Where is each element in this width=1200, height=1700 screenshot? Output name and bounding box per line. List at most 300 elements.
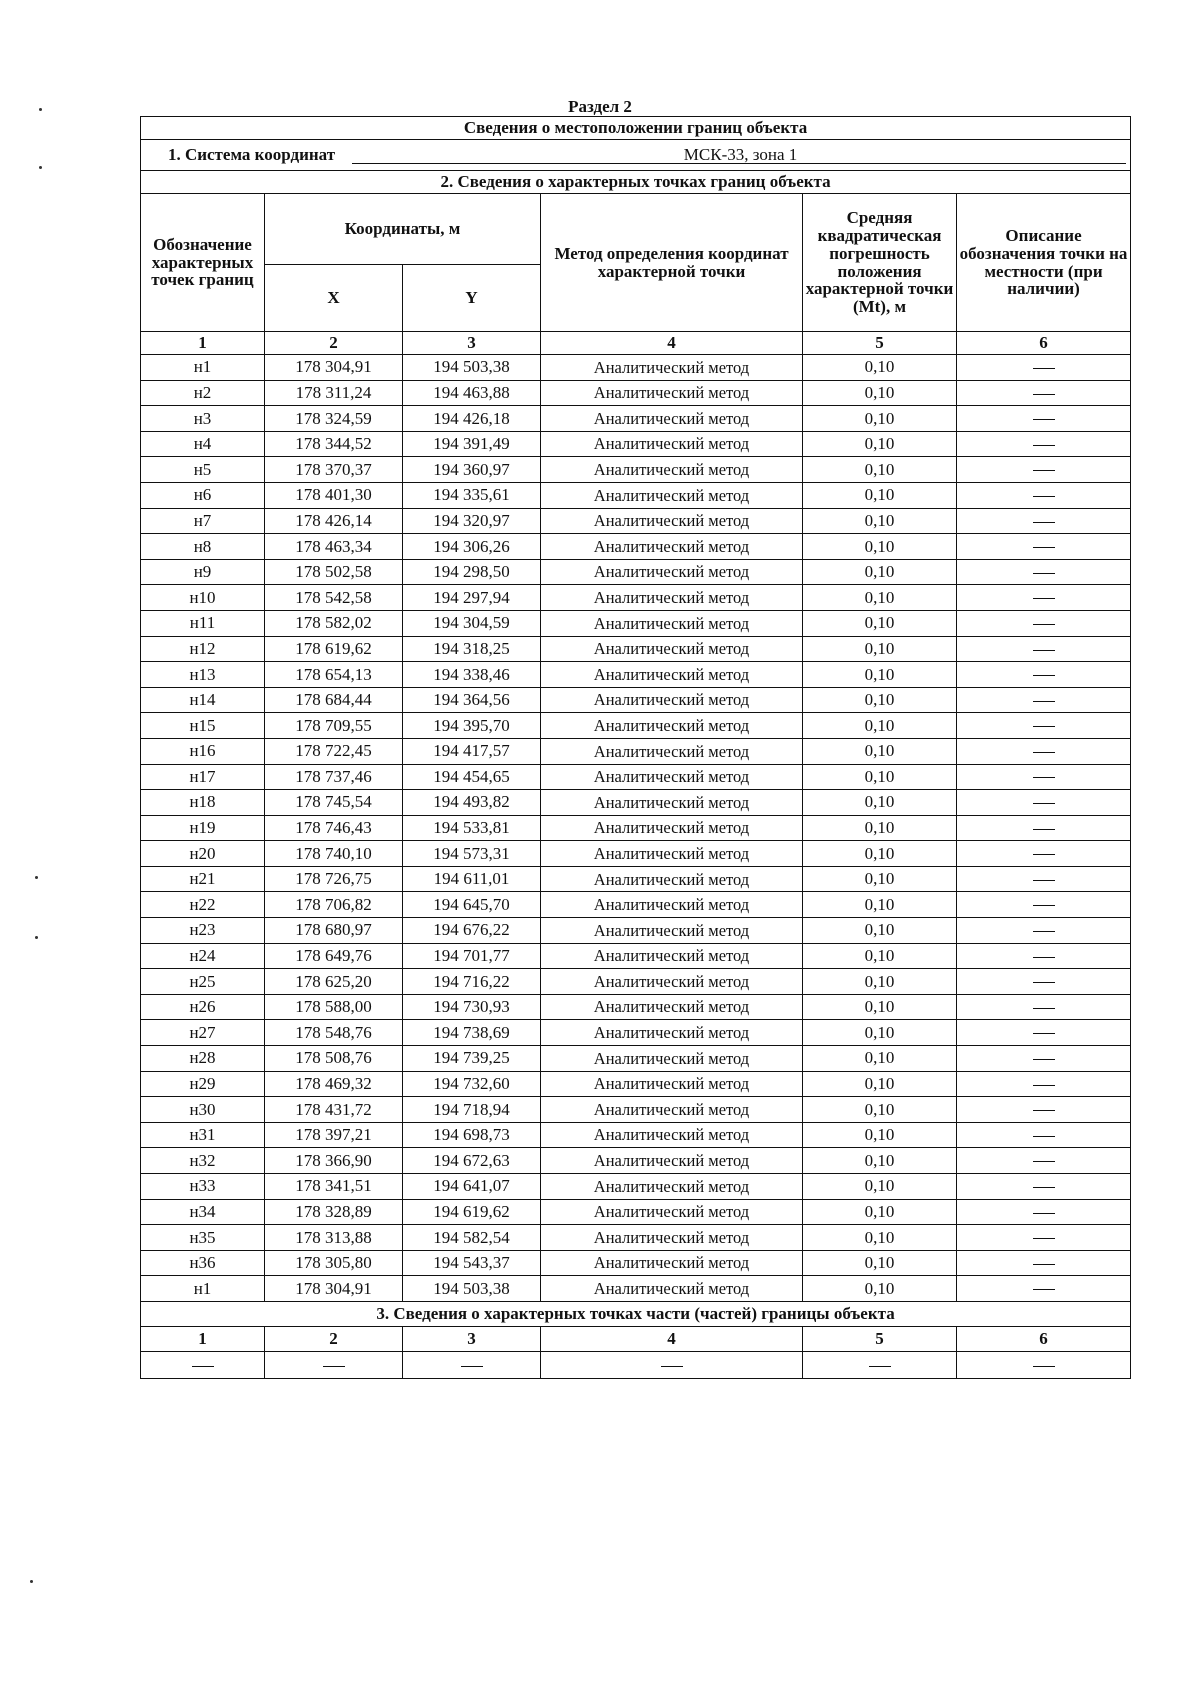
point-id: н3 [141, 406, 265, 432]
table-row [141, 918, 1131, 944]
dash [1033, 573, 1055, 574]
coord-x: 178 304,91 [265, 1276, 403, 1302]
method: Аналитический метод [541, 508, 803, 534]
point-id: н20 [141, 841, 265, 867]
table-row [141, 662, 1131, 688]
table-row [141, 406, 1131, 432]
dash [661, 1366, 683, 1367]
method: Аналитический метод [541, 1148, 803, 1174]
method: Аналитический метод [541, 815, 803, 841]
coord-x: 178 746,43 [265, 815, 403, 841]
description [957, 1148, 1131, 1174]
point-id: н2 [141, 380, 265, 406]
scan-speck [39, 166, 42, 169]
mt-value: 0,10 [803, 1199, 957, 1225]
coord-x: 178 397,21 [265, 1122, 403, 1148]
method: Аналитический метод [541, 866, 803, 892]
table-row [141, 1225, 1131, 1251]
description [957, 892, 1131, 918]
description [957, 534, 1131, 560]
coord-x: 178 726,75 [265, 866, 403, 892]
coord-y: 194 582,54 [403, 1225, 541, 1251]
description [957, 1071, 1131, 1097]
dash [1033, 650, 1055, 651]
mt-value: 0,10 [803, 713, 957, 739]
coord-x: 178 370,37 [265, 457, 403, 483]
table-title: Сведения о местоположении границ объекта [141, 117, 1131, 140]
method: Аналитический метод [541, 1046, 803, 1072]
coord-y: 194 732,60 [403, 1071, 541, 1097]
coord-x: 178 328,89 [265, 1199, 403, 1225]
table-row [141, 585, 1131, 611]
dash [1033, 394, 1055, 395]
mt-value: 0,10 [803, 585, 957, 611]
coord-x: 178 542,58 [265, 585, 403, 611]
coord-y: 194 701,77 [403, 943, 541, 969]
scan-speck [35, 876, 38, 879]
point-id: н13 [141, 662, 265, 688]
parts-cell [403, 1351, 541, 1378]
mt-value: 0,10 [803, 380, 957, 406]
mt-value: 0,10 [803, 355, 957, 381]
coord-y: 194 698,73 [403, 1122, 541, 1148]
description [957, 687, 1131, 713]
header-x: X [265, 265, 403, 332]
point-id: н10 [141, 585, 265, 611]
dash [1033, 726, 1055, 727]
description [957, 1250, 1131, 1276]
table-row [141, 1276, 1131, 1302]
method: Аналитический метод [541, 431, 803, 457]
method: Аналитический метод [541, 636, 803, 662]
table-row [141, 1199, 1131, 1225]
description [957, 662, 1131, 688]
dash [1033, 1366, 1055, 1367]
coord-y: 194 503,38 [403, 1276, 541, 1302]
dash [1033, 752, 1055, 753]
dash [1033, 1264, 1055, 1265]
column-number: 4 [541, 1326, 803, 1351]
method: Аналитический метод [541, 1199, 803, 1225]
mt-value: 0,10 [803, 841, 957, 867]
table-row [141, 1020, 1131, 1046]
description [957, 866, 1131, 892]
mt-value: 0,10 [803, 1020, 957, 1046]
point-id: н26 [141, 994, 265, 1020]
coord-x: 178 324,59 [265, 406, 403, 432]
coord-x: 178 582,02 [265, 610, 403, 636]
parts-cell [141, 1351, 265, 1378]
coord-y: 194 641,07 [403, 1174, 541, 1200]
description [957, 457, 1131, 483]
boundary-table [140, 116, 1131, 1379]
coord-y: 194 454,65 [403, 764, 541, 790]
column-number: 6 [957, 332, 1131, 355]
coord-y: 194 730,93 [403, 994, 541, 1020]
point-id: н5 [141, 457, 265, 483]
coord-x: 178 745,54 [265, 790, 403, 816]
description [957, 508, 1131, 534]
dash [1033, 777, 1055, 778]
coord-x: 178 654,13 [265, 662, 403, 688]
method: Аналитический метод [541, 1122, 803, 1148]
method: Аналитический метод [541, 1071, 803, 1097]
mt-value: 0,10 [803, 482, 957, 508]
table-row [141, 636, 1131, 662]
coord-x: 178 684,44 [265, 687, 403, 713]
coord-y: 194 676,22 [403, 918, 541, 944]
table-row [141, 559, 1131, 585]
dash [192, 1366, 214, 1367]
coord-x: 178 426,14 [265, 508, 403, 534]
description [957, 918, 1131, 944]
dash [1033, 905, 1055, 906]
mt-value: 0,10 [803, 738, 957, 764]
table-row [141, 738, 1131, 764]
coord-y: 194 573,31 [403, 841, 541, 867]
mt-value: 0,10 [803, 994, 957, 1020]
point-id: н19 [141, 815, 265, 841]
coord-y: 194 306,26 [403, 534, 541, 560]
coord-y: 194 320,97 [403, 508, 541, 534]
dash [1033, 701, 1055, 702]
coord-y: 194 533,81 [403, 815, 541, 841]
coord-y: 194 645,70 [403, 892, 541, 918]
method: Аналитический метод [541, 841, 803, 867]
table-row [141, 482, 1131, 508]
description [957, 1097, 1131, 1123]
mt-value: 0,10 [803, 1250, 957, 1276]
method: Аналитический метод [541, 994, 803, 1020]
table-row [141, 866, 1131, 892]
method: Аналитический метод [541, 1250, 803, 1276]
coord-x: 178 722,45 [265, 738, 403, 764]
table-row [141, 790, 1131, 816]
description [957, 406, 1131, 432]
mt-value: 0,10 [803, 559, 957, 585]
coord-y: 194 298,50 [403, 559, 541, 585]
header-error: Средняя квадратическая погрешность положения характерной точки (Mt), м [803, 194, 957, 332]
coord-y: 194 493,82 [403, 790, 541, 816]
mt-value: 0,10 [803, 508, 957, 534]
coord-y: 194 318,25 [403, 636, 541, 662]
table-row [141, 1122, 1131, 1148]
header-description: Описание обозначения точки на местности (при наличии) [957, 194, 1131, 332]
description [957, 431, 1131, 457]
dash [1033, 1289, 1055, 1290]
point-id: н28 [141, 1046, 265, 1072]
mt-value: 0,10 [803, 457, 957, 483]
point-id: н7 [141, 508, 265, 534]
description [957, 636, 1131, 662]
coord-x: 178 548,76 [265, 1020, 403, 1046]
coord-y: 194 417,57 [403, 738, 541, 764]
coord-y: 194 672,63 [403, 1148, 541, 1174]
coord-x: 178 706,82 [265, 892, 403, 918]
method: Аналитический метод [541, 943, 803, 969]
method: Аналитический метод [541, 1225, 803, 1251]
method: Аналитический метод [541, 713, 803, 739]
point-id: н9 [141, 559, 265, 585]
dash [1033, 1085, 1055, 1086]
dash [1033, 931, 1055, 932]
dash [1033, 982, 1055, 983]
coord-y: 194 716,22 [403, 969, 541, 995]
coord-y: 194 619,62 [403, 1199, 541, 1225]
coord-y: 194 543,37 [403, 1250, 541, 1276]
parts-row [141, 1351, 1131, 1378]
point-id: н8 [141, 534, 265, 560]
mt-value: 0,10 [803, 610, 957, 636]
dash [1033, 1059, 1055, 1060]
coord-system-row [141, 140, 1131, 171]
description [957, 1174, 1131, 1200]
dash [1033, 547, 1055, 548]
coord-y: 194 335,61 [403, 482, 541, 508]
description [957, 841, 1131, 867]
mt-value: 0,10 [803, 431, 957, 457]
point-id: н33 [141, 1174, 265, 1200]
table-row [141, 687, 1131, 713]
table-row [141, 457, 1131, 483]
coord-x: 178 344,52 [265, 431, 403, 457]
table-row [141, 969, 1131, 995]
dash [1033, 803, 1055, 804]
point-id: н4 [141, 431, 265, 457]
header-y: Y [403, 265, 541, 332]
point-id: н6 [141, 482, 265, 508]
dash [1033, 419, 1055, 420]
point-id: н16 [141, 738, 265, 764]
point-id: н11 [141, 610, 265, 636]
coord-x: 178 341,51 [265, 1174, 403, 1200]
dash [1033, 854, 1055, 855]
mt-value: 0,10 [803, 662, 957, 688]
mt-value: 0,10 [803, 943, 957, 969]
dash [1033, 1187, 1055, 1188]
table-row [141, 380, 1131, 406]
dash [869, 1366, 891, 1367]
point-id: н12 [141, 636, 265, 662]
mt-value: 0,10 [803, 534, 957, 560]
method: Аналитический метод [541, 1097, 803, 1123]
dash [1033, 1136, 1055, 1137]
dash [1033, 522, 1055, 523]
section-heading: Раздел 2 [568, 97, 632, 116]
point-id: н17 [141, 764, 265, 790]
mt-value: 0,10 [803, 636, 957, 662]
coord-y: 194 738,69 [403, 1020, 541, 1046]
point-id: н24 [141, 943, 265, 969]
dash [1033, 1213, 1055, 1214]
dash [1033, 496, 1055, 497]
coord-x: 178 619,62 [265, 636, 403, 662]
mt-value: 0,10 [803, 892, 957, 918]
point-id: н27 [141, 1020, 265, 1046]
method: Аналитический метод [541, 380, 803, 406]
column-numbers-row [141, 332, 1131, 355]
description [957, 1199, 1131, 1225]
dash [1033, 675, 1055, 676]
table-row [141, 610, 1131, 636]
table-row [141, 1046, 1131, 1072]
coord-y: 194 611,01 [403, 866, 541, 892]
header-method: Метод определения координат характерной точки [541, 194, 803, 332]
coord-x: 178 311,24 [265, 380, 403, 406]
dash [323, 1366, 345, 1367]
method: Аналитический метод [541, 585, 803, 611]
table-row [141, 815, 1131, 841]
point-id: н36 [141, 1250, 265, 1276]
coord-y: 194 395,70 [403, 713, 541, 739]
dash [1033, 957, 1055, 958]
method: Аналитический метод [541, 918, 803, 944]
coord-y: 194 503,38 [403, 355, 541, 381]
mt-value: 0,10 [803, 815, 957, 841]
dash [1033, 445, 1055, 446]
dash [461, 1366, 483, 1367]
scan-speck [30, 1580, 33, 1583]
description [957, 815, 1131, 841]
coord-x: 178 313,88 [265, 1225, 403, 1251]
description [957, 1020, 1131, 1046]
mt-value: 0,10 [803, 1122, 957, 1148]
point-id: н1 [141, 1276, 265, 1302]
method: Аналитический метод [541, 355, 803, 381]
dash [1033, 1161, 1055, 1162]
table-row [141, 355, 1131, 381]
description [957, 943, 1131, 969]
description [957, 790, 1131, 816]
method: Аналитический метод [541, 534, 803, 560]
method: Аналитический метод [541, 687, 803, 713]
column-number: 1 [141, 332, 265, 355]
mt-value: 0,10 [803, 1174, 957, 1200]
point-id: н29 [141, 1071, 265, 1097]
parts-cell [957, 1351, 1131, 1378]
description [957, 482, 1131, 508]
method: Аналитический метод [541, 969, 803, 995]
point-id: н15 [141, 713, 265, 739]
mt-value: 0,10 [803, 1148, 957, 1174]
dash [1033, 624, 1055, 625]
coord-y: 194 304,59 [403, 610, 541, 636]
method: Аналитический метод [541, 892, 803, 918]
method: Аналитический метод [541, 559, 803, 585]
coord-x: 178 737,46 [265, 764, 403, 790]
description [957, 738, 1131, 764]
description [957, 1276, 1131, 1302]
header-designation: Обозначение характерных точек границ [141, 194, 265, 332]
description [957, 764, 1131, 790]
point-id: н21 [141, 866, 265, 892]
coord-x: 178 304,91 [265, 355, 403, 381]
parts-column-numbers-row [141, 1326, 1131, 1351]
description [957, 380, 1131, 406]
mt-value: 0,10 [803, 918, 957, 944]
coord-x: 178 588,00 [265, 994, 403, 1020]
column-number: 2 [265, 332, 403, 355]
coord-x: 178 463,34 [265, 534, 403, 560]
method: Аналитический метод [541, 1020, 803, 1046]
coord-y: 194 391,49 [403, 431, 541, 457]
description [957, 969, 1131, 995]
method: Аналитический метод [541, 662, 803, 688]
point-id: н34 [141, 1199, 265, 1225]
method: Аналитический метод [541, 738, 803, 764]
method: Аналитический метод [541, 1276, 803, 1302]
method: Аналитический метод [541, 406, 803, 432]
coord-x: 178 709,55 [265, 713, 403, 739]
description [957, 585, 1131, 611]
coord-x: 178 401,30 [265, 482, 403, 508]
column-number: 3 [403, 332, 541, 355]
method: Аналитический метод [541, 610, 803, 636]
coord-x: 178 469,32 [265, 1071, 403, 1097]
table-row [141, 508, 1131, 534]
table-row [141, 1148, 1131, 1174]
scan-speck [35, 936, 38, 939]
coord-y: 194 360,97 [403, 457, 541, 483]
mt-value: 0,10 [803, 687, 957, 713]
column-number: 4 [541, 332, 803, 355]
coord-y: 194 718,94 [403, 1097, 541, 1123]
method: Аналитический метод [541, 482, 803, 508]
points-subtitle: 2. Сведения о характерных точках границ объекта [141, 171, 1131, 194]
dash [1033, 1238, 1055, 1239]
point-id: н1 [141, 355, 265, 381]
description [957, 713, 1131, 739]
mt-value: 0,10 [803, 1276, 957, 1302]
mt-value: 0,10 [803, 764, 957, 790]
coord-x: 178 431,72 [265, 1097, 403, 1123]
column-number: 6 [957, 1326, 1131, 1351]
coord-x: 178 305,80 [265, 1250, 403, 1276]
coord-y: 194 426,18 [403, 406, 541, 432]
parts-cell [803, 1351, 957, 1378]
coord-x: 178 649,76 [265, 943, 403, 969]
mt-value: 0,10 [803, 1097, 957, 1123]
point-id: н30 [141, 1097, 265, 1123]
column-number: 2 [265, 1326, 403, 1351]
description [957, 1225, 1131, 1251]
point-id: н18 [141, 790, 265, 816]
mt-value: 0,10 [803, 969, 957, 995]
table-row [141, 1097, 1131, 1123]
method: Аналитический метод [541, 1174, 803, 1200]
method: Аналитический метод [541, 457, 803, 483]
coord-x: 178 502,58 [265, 559, 403, 585]
description [957, 1122, 1131, 1148]
point-id: н23 [141, 918, 265, 944]
description [957, 610, 1131, 636]
table-row [141, 713, 1131, 739]
column-number: 5 [803, 332, 957, 355]
mt-value: 0,10 [803, 866, 957, 892]
point-id: н35 [141, 1225, 265, 1251]
mt-value: 0,10 [803, 790, 957, 816]
mt-value: 0,10 [803, 1071, 957, 1097]
table-row [141, 431, 1131, 457]
coord-y: 194 364,56 [403, 687, 541, 713]
coord-system-value: МСК-33, зона 1 [352, 146, 1126, 165]
mt-value: 0,10 [803, 1046, 957, 1072]
dash [1033, 880, 1055, 881]
point-id: н31 [141, 1122, 265, 1148]
column-number: 3 [403, 1326, 541, 1351]
coord-y: 194 297,94 [403, 585, 541, 611]
dash [1033, 829, 1055, 830]
